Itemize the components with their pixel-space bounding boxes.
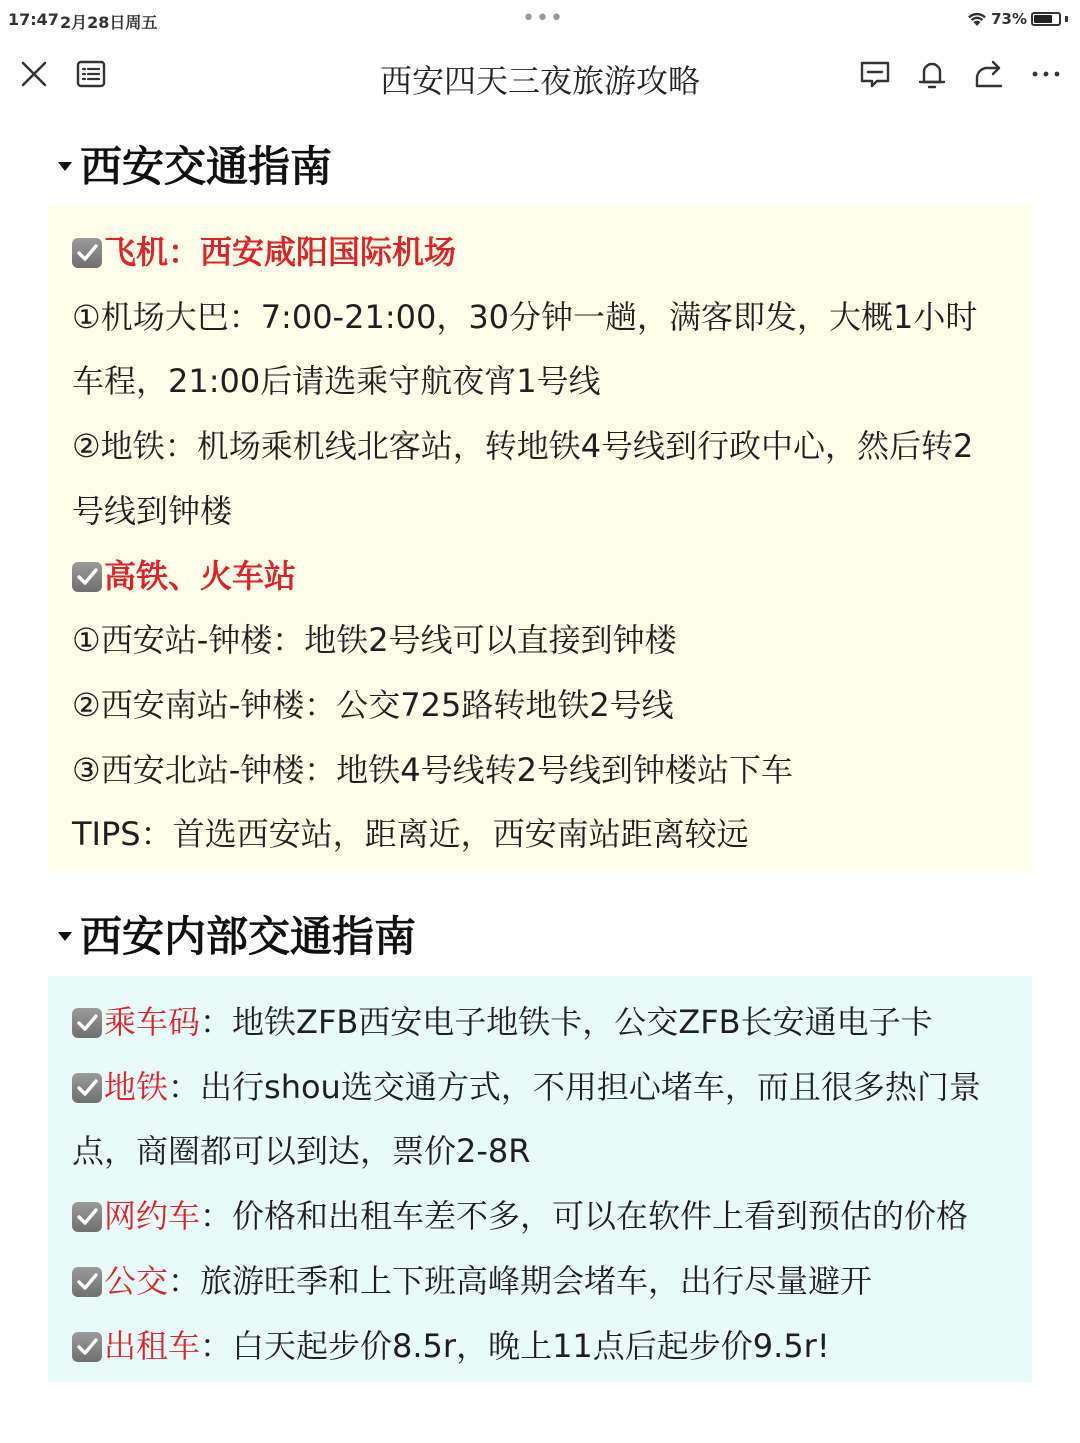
list-item — [72, 1055, 1008, 1120]
battery-icon — [1031, 12, 1061, 26]
item-label: 乘车码 — [104, 1003, 201, 1041]
train-line-1: ①西安站-钟楼：地铁2号线可以直接到钟楼 — [72, 621, 677, 660]
airport-bus-line-cont: 车程，21:00后请选乘守航夜宵1号线 — [72, 362, 601, 401]
checkbox-icon[interactable] — [72, 1332, 102, 1362]
list-item — [72, 1314, 1008, 1379]
train-title-line — [72, 544, 1008, 609]
status-bar — [0, 0, 1080, 42]
nav-bar — [0, 42, 1080, 110]
list-item-cont: 点，商圈都可以到达，票价2-8R — [72, 1132, 531, 1171]
airport-metro-line-cont: 号线到钟楼 — [72, 491, 233, 530]
highlight-block-transport — [48, 206, 1032, 872]
status-date: 2月28日周五 — [60, 13, 158, 32]
bell-icon[interactable] — [914, 56, 950, 92]
wifi-icon — [967, 11, 987, 27]
item-label: 网约车 — [104, 1197, 201, 1236]
comment-icon[interactable] — [857, 56, 893, 92]
item-text: ：旅游旺季和上下班高峰期会堵车，出行尽量避开 — [168, 1261, 873, 1300]
checkbox-icon[interactable] — [72, 1008, 102, 1038]
status-right — [967, 10, 1068, 28]
checkbox-icon[interactable] — [72, 1202, 102, 1232]
battery-tip — [1065, 16, 1068, 22]
battery-percent: 73% — [991, 10, 1027, 28]
list-item — [72, 1249, 1008, 1314]
checkbox-icon[interactable] — [72, 238, 102, 268]
highlight-block-local-transport — [48, 976, 1032, 1382]
item-label: 公交 — [104, 1261, 169, 1300]
item-label: 出租车 — [104, 1326, 201, 1365]
train-title: 高铁、火车站 — [104, 556, 297, 595]
item-label: 地铁 — [104, 1067, 169, 1106]
list-item — [72, 990, 1008, 1055]
checkbox-icon[interactable] — [72, 1267, 102, 1297]
tips-line: TIPS：首选西安站，距离近，西安南站距离较远 — [72, 815, 749, 854]
section-heading-text: 西安内部交通指南 — [80, 912, 417, 961]
page-title: 西安四天三夜旅游攻略 — [379, 62, 700, 100]
collapse-caret-icon[interactable] — [58, 932, 72, 941]
item-text: ：出行shou选交通方式，不用担心堵车，而且很多热门景 — [168, 1067, 981, 1106]
list-item — [72, 1184, 1008, 1249]
battery-fill — [1034, 15, 1052, 23]
item-text: ：价格和出租车差不多，可以在软件上看到预估的价格 — [200, 1197, 969, 1236]
airport-metro-line: ②地铁：机场乘机线北客站，转地铁4号线到行政中心，然后转2 — [72, 427, 974, 466]
multitask-dots-icon[interactable]: ••• — [522, 6, 564, 31]
more-icon[interactable] — [1028, 56, 1064, 92]
airport-bus-line: ①机场大巴：7:00-21:00，30分钟一趟，满客即发，大概1小时 — [72, 297, 978, 336]
checkbox-icon[interactable] — [72, 1073, 102, 1103]
status-time: 17:47 — [8, 10, 59, 29]
train-line-3: ③西安北站-钟楼：地铁4号线转2号线到钟楼站下车 — [72, 750, 793, 789]
section-heading-local-transport[interactable] — [58, 904, 416, 964]
collapse-caret-icon[interactable] — [58, 162, 72, 171]
airport-title: 飞机：西安咸阳国际机场 — [104, 233, 457, 271]
checkbox-icon[interactable] — [72, 562, 102, 592]
train-line-2: ②西安南站-钟楼：公交725路转地铁2号线 — [72, 685, 674, 724]
item-text: ：地铁ZFB西安电子地铁卡，公交ZFB长安通电子卡 — [200, 1003, 933, 1041]
airport-title-line — [72, 220, 1008, 285]
section-heading-text: 西安交通指南 — [80, 142, 333, 191]
section-heading-transport[interactable] — [58, 134, 332, 194]
item-text: ：白天起步价8.5r，晚上11点后起步价9.5r! — [200, 1326, 830, 1365]
share-icon[interactable] — [971, 56, 1007, 92]
